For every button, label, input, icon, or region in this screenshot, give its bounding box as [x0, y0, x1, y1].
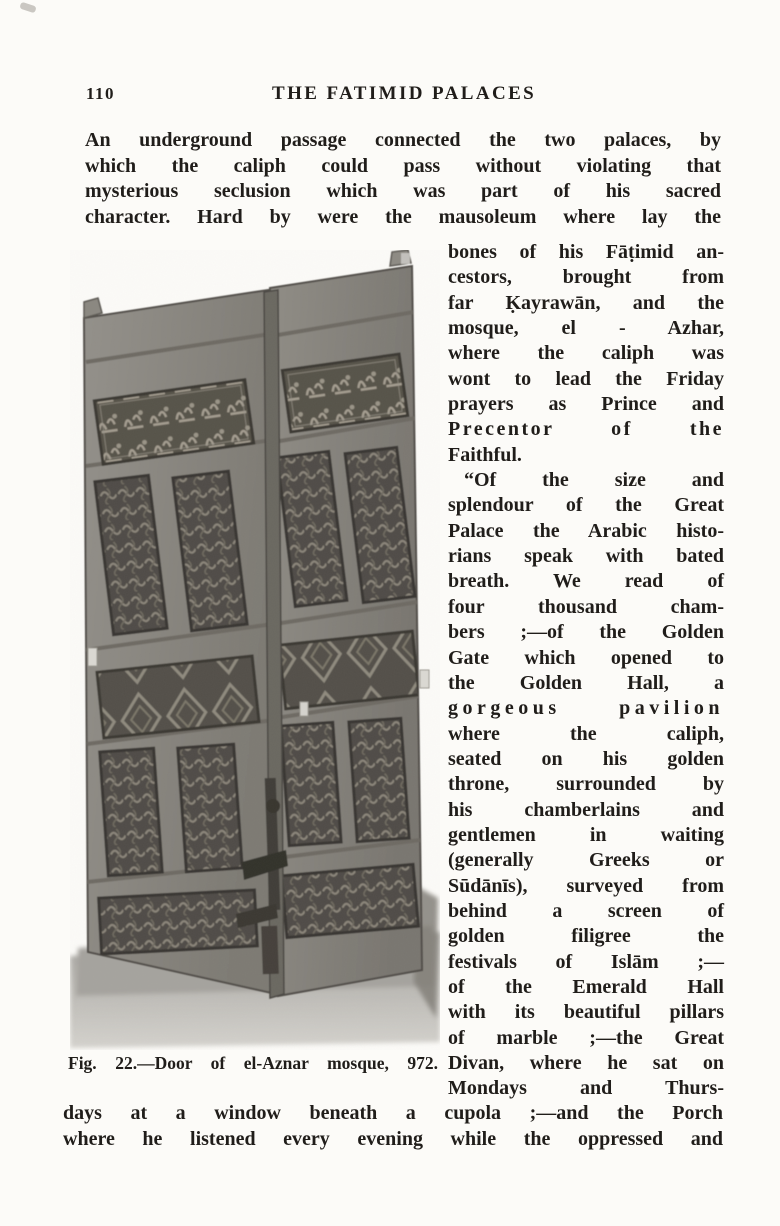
text-line: Faithful. — [448, 443, 522, 466]
figure-photo — [70, 250, 440, 1050]
text-line: golden filigree the — [448, 925, 724, 948]
text-line: his chamberlains and — [448, 798, 724, 821]
intro-paragraph — [85, 128, 721, 230]
text-line: far Ḳayrawān, and the — [448, 291, 724, 314]
text-line: where the caliph, — [448, 722, 724, 745]
text-line: Sūdānīs), surveyed from — [448, 874, 724, 897]
text-line: “Of the size and — [464, 469, 724, 492]
text-line: prayers as Prince and — [448, 393, 724, 416]
text-line: the Golden Hall, a — [448, 671, 724, 694]
figure-caption: Fig. 22.—Door of el-Aznar mosque, 972. — [68, 1053, 438, 1073]
text-line: Palace the Arabic histo- — [448, 519, 724, 542]
text-line: Divan, where he sat on — [448, 1052, 724, 1074]
text-line: of the Emerald Hall — [448, 975, 724, 998]
text-line: (generally Greeks or — [448, 849, 724, 872]
text-line: of marble ;—the Great — [448, 1026, 724, 1049]
text-line: mosque, el - Azhar, — [448, 317, 724, 340]
text-line: festivals of Islām ;— — [448, 950, 724, 973]
text-line: which the caliph could pass without violating that — [85, 154, 721, 177]
text-line: where the caliph was — [448, 342, 724, 365]
text-line: splendour of the Great — [448, 494, 724, 517]
text-line: gorgeous pavilion — [448, 697, 724, 720]
text-line: seated on his golden — [448, 747, 724, 770]
text-line: breath. We read of — [448, 570, 724, 593]
text-line: days at a window beneath a cupola ;—and the Porch — [63, 1102, 723, 1124]
text-line: wont to lead the Friday — [448, 367, 724, 390]
closing-paragraph — [63, 1101, 723, 1153]
text-line: where he listened every evening while the oppressed and — [63, 1127, 723, 1150]
text-line: rians speak with bated — [448, 545, 724, 568]
text-line: mysterious seclusion which was part of his sacred — [85, 180, 721, 202]
text-line: behind a screen of — [448, 899, 724, 922]
text-line: bones of his Fāṭimid an- — [448, 241, 724, 263]
text-line: gentlemen in waiting — [448, 823, 724, 846]
text-line: throne, surrounded by — [448, 773, 724, 796]
scan-smudge — [19, 2, 36, 14]
wrapped-text-column — [448, 240, 724, 1102]
text-line: cestors, brought from — [448, 266, 724, 289]
photo-grain — [70, 250, 440, 1050]
page-number: 110 — [86, 84, 116, 103]
page-title: THE FATIMID PALACES — [272, 83, 537, 104]
text-line: An underground passage connected the two palaces, by — [85, 129, 721, 151]
text-line: Mondays and Thurs- — [448, 1077, 724, 1100]
text-line: bers ;—of the Golden — [448, 621, 724, 644]
text-line: character. Hard by were the mausoleum where lay the — [85, 205, 721, 228]
text-line: four thousand cham- — [448, 595, 724, 618]
text-line: Precentor of the — [448, 418, 724, 441]
door-photo — [70, 250, 440, 1050]
text-line: Gate which opened to — [448, 646, 724, 669]
text-line: with its beautiful pillars — [448, 1001, 724, 1024]
